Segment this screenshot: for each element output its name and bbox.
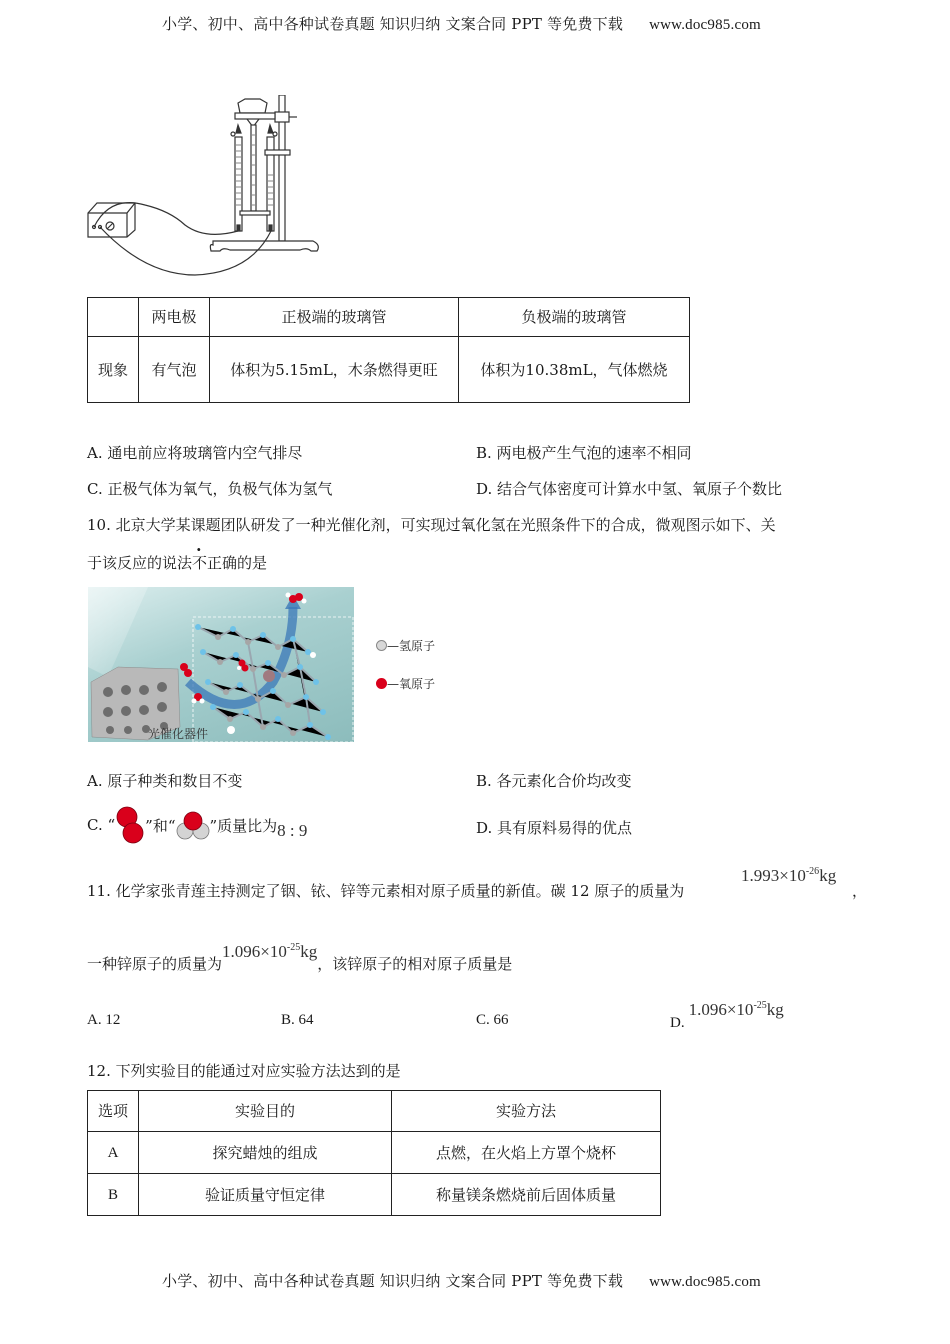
q10-option-a[interactable]: A. 原子种类和数目不变 (87, 772, 243, 790)
option-c-mid: ”和“ (145, 816, 176, 835)
q10-option-c[interactable] (87, 805, 307, 845)
page-header (162, 13, 761, 34)
q11-option-b[interactable]: B. 64 (281, 1012, 314, 1028)
option-d-value: $1.096\times 10^{-25}kg$ (688, 1000, 784, 1019)
table-header-cell (88, 298, 139, 337)
option-c-suffix: ”质量比为 (209, 816, 278, 835)
oxygen-atom-icon (376, 678, 387, 689)
table-cell: 探究蜡烛的组成 (139, 1132, 392, 1174)
table-cell: 体积为5.15mL，木条燃得更旺 (210, 337, 459, 403)
table-row (88, 1174, 661, 1216)
page-footer (162, 1270, 761, 1291)
table-row (88, 337, 690, 403)
table-header-cell: 两电极 (139, 298, 210, 337)
q10-stem-line2 (87, 552, 267, 573)
table-cell: 点燃，在火焰上方罩个烧杯 (392, 1132, 661, 1174)
q9-option-d[interactable]: D. 结合气体密度可计算水中氢、氧原子个数比 (476, 480, 783, 498)
table-cell: 称量镁条燃烧前后固体质量 (392, 1174, 661, 1216)
q10-emphasis-not: 不 (192, 554, 208, 572)
table-header-cell: 实验方法 (392, 1091, 661, 1132)
table-header-row (88, 298, 690, 337)
q11-stem-line1: 11. 化学家张青莲主持测定了铟、铱、锌等元素相对原子质量的新值。碳 12 原子的质量为 (87, 882, 685, 900)
q11-line1-end: ， (852, 882, 868, 900)
q10-option-b[interactable]: B. 各元素化合价均改变 (476, 772, 632, 790)
q12-stem: 12. 下列实验目的能通过对应实验方法达到的是 (87, 1062, 401, 1080)
water-molecule-icon (176, 808, 210, 842)
q12-experiment-table (87, 1090, 661, 1216)
table-cell: 有气泡 (139, 337, 210, 403)
q10-option-d[interactable]: D. 具有原料易得的优点 (476, 819, 633, 837)
q10-stem-post: 正确的是 (207, 554, 268, 572)
footer-url[interactable]: www.doc985.com (649, 1274, 761, 1290)
photocatalyst-molecular-diagram (88, 587, 354, 742)
header-text: 小学、初中、高中各种试卷真题 知识归纳 文案合同 PPT 等免费下载 (162, 15, 624, 33)
q9-option-c[interactable]: C. 正极气体为氧气，负极气体为氢气 (87, 480, 333, 498)
c12-mass-value: $1.993\times 10^{-26}kg$ (741, 866, 837, 885)
legend-oxygen (376, 675, 435, 692)
table-header-cell: 负极端的玻璃管 (459, 298, 690, 337)
q11-option-d[interactable]: $D.1.096\times 10^{-25}kg$ (670, 1000, 784, 1031)
table-cell: 验证质量守恒定律 (139, 1174, 392, 1216)
table-header-row (88, 1091, 661, 1132)
q9-option-a[interactable]: A. 通电前应将玻璃管内空气排尽 (87, 444, 303, 462)
q11-option-c[interactable]: C. 66 (476, 1012, 509, 1028)
oxygen-molecule-icon (115, 805, 145, 845)
table-cell: 体积为10.38mL，气体燃烧 (459, 337, 690, 403)
electrolysis-apparatus-diagram (85, 95, 335, 280)
mass-ratio: 8 : 9 (277, 821, 308, 840)
q9-option-b[interactable]: B. 两电极产生气泡的速率不相同 (476, 444, 692, 462)
q10-stem-line1: 10. 北京大学某课题团队研发了一种光催化剂，可实现过氧化氢在光照条件下的合成，微观图示如下、关 (87, 516, 776, 534)
legend-label: —氧原子 (387, 677, 436, 691)
legend-label: —氢原子 (387, 639, 436, 653)
header-url[interactable]: www.doc985.com (649, 17, 761, 33)
electrolysis-apparatus-icon (85, 95, 335, 280)
table-header-cell: 正极端的玻璃管 (210, 298, 459, 337)
table-row (88, 1132, 661, 1174)
zn-mass-value: $1.096\times 10^{-25}kg$ (222, 942, 318, 961)
photocatalysis-figure (88, 587, 354, 742)
q10-stem-pre: 于该反应的说法 (87, 554, 193, 572)
table-cell: B (88, 1174, 139, 1216)
figure-caption: 光催化器件 (148, 727, 209, 741)
option-c-prefix: C. “ (87, 816, 116, 834)
q11-option-a[interactable]: A. 12 (87, 1012, 121, 1028)
row-label: 现象 (88, 337, 139, 403)
q9-observation-table (87, 297, 690, 403)
q11-stem-line2: 一种锌原子的质量为$1.096\times 10^{-25}kg$，该锌原子的相对原子质量是 (87, 942, 513, 973)
table-header-cell: 选项 (88, 1091, 139, 1132)
hydrogen-atom-icon (376, 640, 387, 651)
table-cell: A (88, 1132, 139, 1174)
legend-hydrogen (376, 637, 435, 654)
footer-text: 小学、初中、高中各种试卷真题 知识归纳 文案合同 PPT 等免费下载 (162, 1272, 624, 1290)
table-header-cell: 实验目的 (139, 1091, 392, 1132)
